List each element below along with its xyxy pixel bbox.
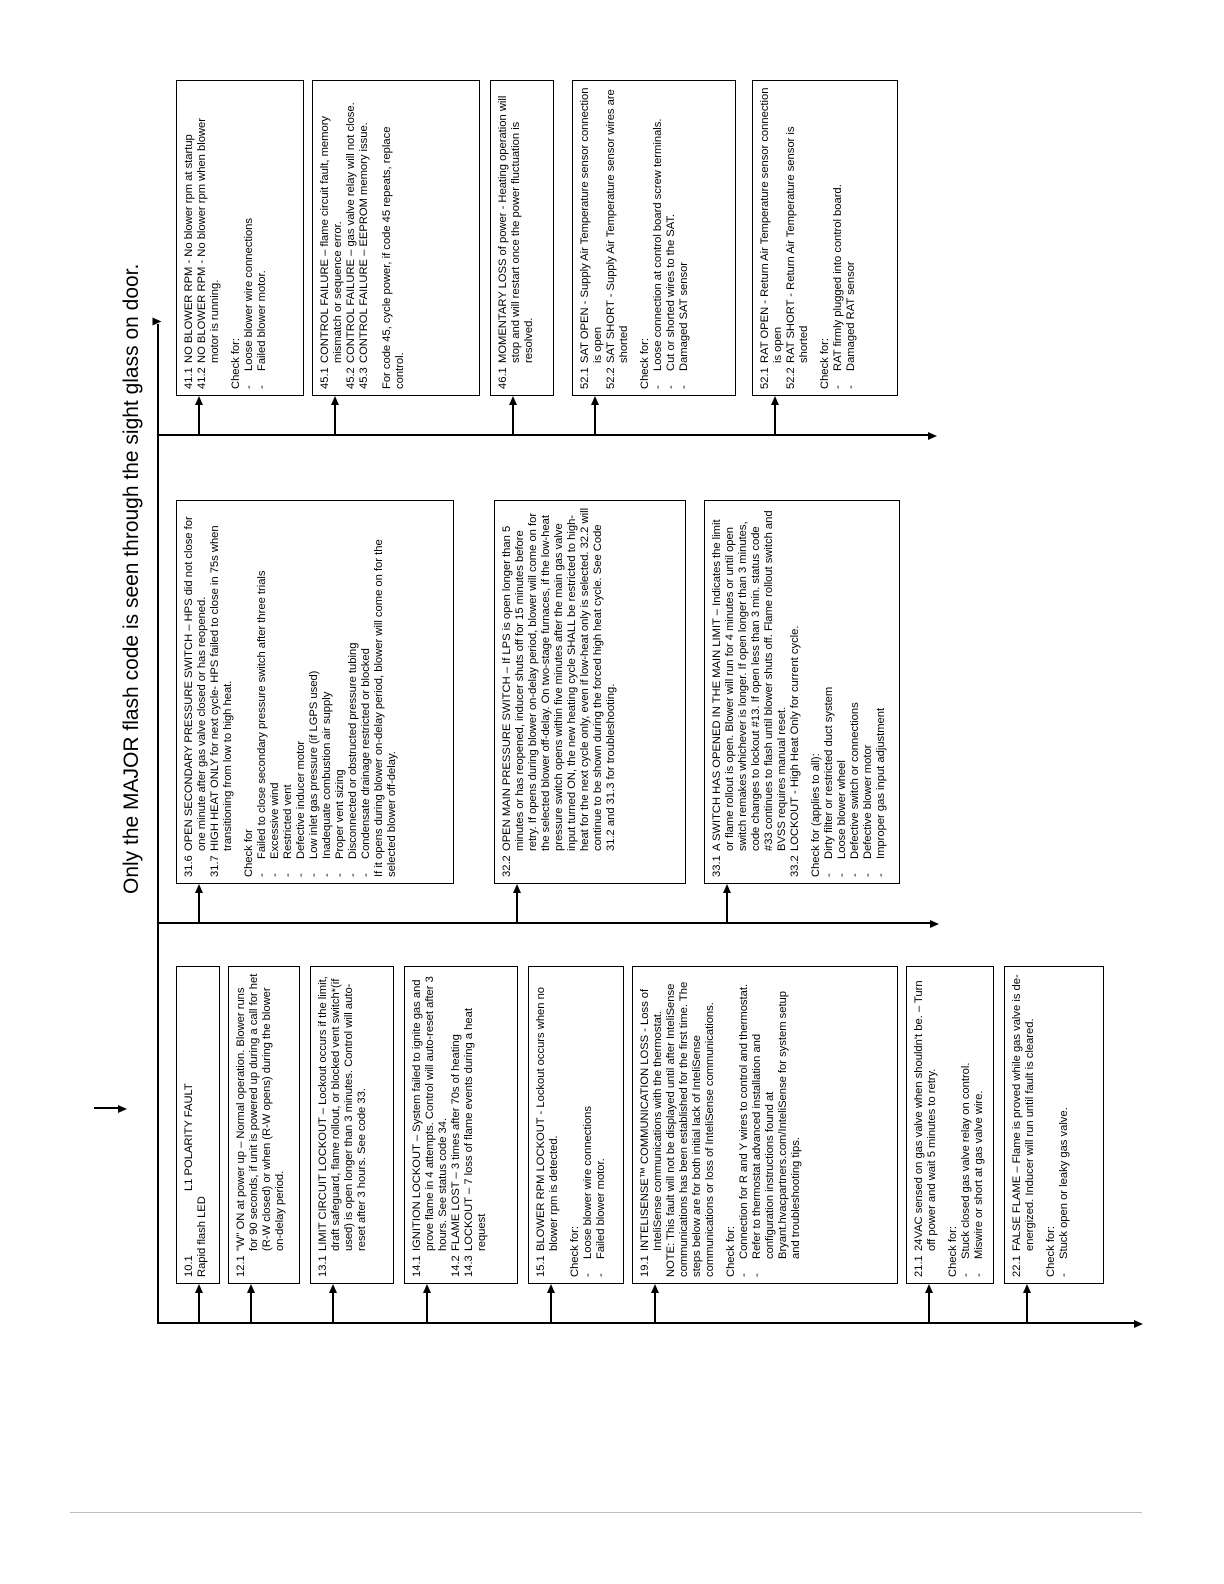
branch-code-52-rat-box — [774, 405, 776, 436]
check-item: Damaged SAT sensor — [677, 261, 690, 371]
code-45-box — [312, 80, 480, 396]
bullet: - — [333, 873, 346, 877]
code-text: LIMIT CIRCUIT LOCKOUT – Lockout occurs if the limit, draft safeguard, flame rollout, or blocked vent switch*(if used) is open longer than 3 minutes. Control will auto-reset after 3 hours. See code 33. — [317, 976, 368, 1251]
code-num: 14.3 — [462, 1255, 475, 1277]
check-label: Check for: — [638, 338, 651, 389]
bullet: - — [281, 873, 294, 877]
code-note: NOTE: This fault will not be displayed until after InteliSense communications has been established for the first time. The steps below are for both initial lack of InteliSense communications or loss of InteliSense communications. — [664, 981, 716, 1277]
code-text: LOCKOUT – 7 loss of flame events during a heat request — [462, 1008, 488, 1251]
code-text: HIGH HEAT ONLY for next cycle- HPS failed to close in 75s when transitioning from low to high heat. — [208, 525, 234, 851]
check-item: Loose blower wheel — [835, 760, 848, 859]
trunk-end-arrow-col-2 — [930, 920, 939, 928]
branch-code-46-box — [512, 405, 514, 436]
bullet: - — [737, 1273, 750, 1277]
bullet: - — [664, 385, 677, 389]
check-item: Cut or shorted wires to the SAT. — [664, 213, 677, 371]
code-num: 22.1 — [1011, 1255, 1023, 1277]
branch-arrow-code-12-box — [247, 1284, 255, 1293]
check-item: Improper gas input adjustment — [874, 707, 887, 859]
check-item: Defective switch or connections — [848, 702, 861, 859]
bullet: - — [677, 385, 690, 389]
check-item: Loose connection at control board screw terminals. — [651, 118, 664, 371]
code-14-box — [404, 966, 518, 1284]
code-num: 12.1 — [235, 1255, 247, 1277]
check-item: Loose blower wire connections — [242, 218, 255, 371]
code-footer: If it opens during blower on-delay period, blower will come on for the selected blower off-delay. — [372, 539, 398, 877]
branch-arrow-code-31-box — [195, 884, 203, 893]
branch-arrow-code-41-box — [195, 396, 203, 405]
branch-arrow-code-19-box — [651, 1284, 659, 1293]
branch-code-15-box — [550, 1293, 552, 1324]
check-item: Condensate drainage restricted or blocked — [359, 648, 372, 859]
bullet: - — [844, 385, 857, 389]
trunk-end-arrow-col-1 — [1134, 1320, 1143, 1328]
bullet: - — [242, 385, 255, 389]
code-text: IGNITION LOCKOUT – System failed to ignite gas and prove flame in 4 attempts. Control will auto-reset after 3 hours. See status code 34. — [411, 976, 449, 1251]
code-text: "W" ON at power up – Normal operation. Blower runs for 90 seconds, if unit is powered up during a call for het (R-W closed) or when (R-W opens) during the blower on-delay period. — [235, 973, 286, 1251]
code-text: NO BLOWER RPM - No blower rpm at startup — [183, 134, 195, 363]
code-num: 32.2 — [501, 855, 513, 877]
bullet: - — [1057, 1273, 1070, 1277]
branch-code-14-box — [426, 1293, 428, 1324]
code-52-rat-box — [752, 80, 898, 396]
check-item: RAT firmly plugged into control board. — [831, 184, 844, 371]
code-num: 41.1 — [183, 367, 195, 389]
code-text: RAT OPEN - Return Air Temperature sensor connection is open — [759, 87, 784, 363]
bullet: - — [255, 385, 268, 389]
branch-arrow-code-13-box — [329, 1284, 337, 1293]
bullet: - — [848, 873, 861, 877]
check-item: Low inlet gas pressure (if LGPS used) — [307, 670, 320, 859]
code-41-box — [176, 80, 304, 396]
code-10-box — [176, 966, 220, 1284]
bullet: - — [294, 873, 307, 877]
code-text: NO BLOWER RPM - No blower rpm when blower motor is running. — [195, 118, 221, 363]
code-text: A SWITCH HAS OPENED IN THE MAIN LIMIT – Indicates the limit or flame rollout is open. Blower will run for 4 minutes or until open switch remakes whichever is longer. If open longer than 3 minutes, code changes to lockout #13. If open less than 3 min. status code #33 continues to flash until blower shuts off. Flame rollout switch and BVSS requires manual reset. — [711, 510, 788, 851]
code-12-box — [228, 966, 300, 1284]
bullet: - — [822, 873, 835, 877]
branch-arrow-code-15-box — [547, 1284, 555, 1293]
code-text: BLOWER RPM LOCKOUT - Lockout occurs when no blower rpm is detected. — [535, 986, 560, 1251]
trunk-col-2 — [157, 923, 930, 925]
code-22-box — [1004, 966, 1104, 1284]
code-num: 21.1 — [913, 1255, 925, 1277]
code-text: 24VAC sensed on gas valve when shouldn't be. – Turn off power and wait 5 minutes to retry. — [913, 980, 938, 1251]
code-num: 15.1 — [535, 1255, 547, 1277]
code-num: 41.2 — [195, 367, 208, 389]
check-label: Check for (applies to all): — [809, 753, 822, 877]
check-item: Refer to thermostat advanced installation and configuration instructions found at Bryant.hvacpartners.com/InteliSense for system setup and troubleshooting tips. — [750, 991, 802, 1259]
code-text: OPEN MAIN PRESSURE SWITCH – If LPS is open longer than 5 minutes or has reopened, inducer shuts off for 15 minutes before retry. If opens during blower on-delay period, blower will come on for the selected blower off-delay. On two-stage furnaces, if the low-heat pressure switch opens within five minutes after the main gas valve input turned ON, the new heating cycle SHALL be restricted to high-heat for the next cycle only, even if low-heat only is selected. 32.2 will continue to be shown during the forced high heat cycle. See Code 31.2 and 31.3 for troubleshooting. — [501, 507, 617, 851]
branch-arrow-code-45-box — [331, 396, 339, 405]
bus-to-cols — [157, 324, 159, 1324]
branch-code-13-box — [332, 1293, 334, 1324]
branch-arrow-code-21-box — [925, 1284, 933, 1293]
check-item: Disconnected or obstructed pressure tubing — [346, 642, 359, 859]
branch-code-19-box — [654, 1293, 656, 1324]
code-desc: Rapid flash LED — [195, 1196, 208, 1277]
code-num: 31.7 — [208, 855, 221, 877]
bullet: - — [320, 873, 333, 877]
code-text: CONTROL FAILURE – gas valve relay will not close. — [344, 102, 357, 363]
bullet: - — [359, 873, 372, 877]
check-label: Check for: — [229, 338, 242, 389]
entry-arrow — [118, 1105, 127, 1113]
bullet: - — [581, 1273, 594, 1277]
branch-arrow-code-10-box — [195, 1284, 203, 1293]
check-item: Restricted vent — [281, 784, 294, 859]
code-text: FALSE FLAME – Flame is proved while gas valve is de-energized. Inducer will run until fault is cleared. — [1011, 974, 1036, 1251]
bullet: - — [959, 1273, 972, 1277]
code-num: 13.1 — [317, 1255, 329, 1277]
trunk-end-arrow-col-3 — [928, 432, 937, 440]
code-text: MOMENTARY LOSS of power - Heating operation will stop and will restart once the power fluctuation is resolved. — [497, 95, 535, 363]
code-46-box — [490, 80, 554, 396]
bullet: - — [972, 1273, 985, 1277]
branch-arrow-code-22-box — [1023, 1284, 1031, 1293]
check-label: Check for — [242, 829, 255, 877]
check-item: Excessive wind — [268, 782, 281, 859]
branch-code-33-box — [726, 893, 728, 924]
check-item: Stuck open or leaky gas valve. — [1057, 1107, 1070, 1259]
code-num: 45.3 — [357, 367, 370, 389]
trunk-col-1 — [157, 1323, 1134, 1325]
check-item: Defective blower motor — [861, 744, 874, 859]
code-31-box — [176, 500, 454, 884]
check-label: Check for: — [724, 1226, 737, 1277]
bullet: - — [268, 873, 281, 877]
code-num: 52.1 — [579, 367, 591, 389]
code-15-box — [528, 966, 624, 1284]
page-title: Only the MAJOR flash code is seen through the sight glass on door. — [120, 263, 143, 894]
check-item: Proper vent sizing — [333, 769, 346, 859]
check-item: Failed blower motor. — [594, 1158, 607, 1259]
code-num: 52.2 — [784, 367, 797, 389]
code-footer: For code 45, cycle power, if code 45 repeats, replace control. — [380, 126, 406, 389]
code-num: 14.2 — [449, 1255, 462, 1277]
entry-line — [94, 1108, 120, 1110]
footer-rule — [70, 1512, 1142, 1513]
branch-arrow-code-33-box — [723, 884, 731, 893]
code-num: 10.1 — [183, 1255, 195, 1277]
bullet: - — [594, 1273, 607, 1277]
bullet: - — [255, 873, 268, 877]
code-32-box — [494, 500, 686, 884]
bullet: - — [861, 873, 874, 877]
code-label: L1 POLARITY FAULT — [183, 1083, 195, 1191]
code-num: 14.1 — [411, 1255, 423, 1277]
code-num: 52.2 — [604, 367, 617, 389]
check-item: Miswire or short at gas valve wire. — [972, 1090, 985, 1259]
branch-code-45-box — [334, 405, 336, 436]
branch-arrow-code-46-box — [509, 396, 517, 405]
code-13-box — [310, 966, 394, 1284]
check-item: Connection for R and Y wires to control and thermostat. — [737, 983, 750, 1259]
code-num: 31.6 — [183, 855, 195, 877]
branch-code-52-sat-box — [594, 405, 596, 436]
code-num: 52.1 — [759, 367, 771, 389]
check-label: Check for: — [1044, 1226, 1057, 1277]
branch-arrow-code-52-rat-box — [771, 396, 779, 405]
code-text: CONTROL FAILURE – EEPROM memory issue. — [357, 122, 370, 363]
code-text: CONTROL FAILURE – flame circuit fault, memory mismatch or sequence error. — [319, 115, 344, 363]
branch-code-22-box — [1026, 1293, 1028, 1324]
code-text: RAT SHORT - Return Air Temperature sensor is shorted — [784, 126, 810, 363]
check-item: Inadequate combustion air supply — [320, 691, 333, 859]
trunk-col-3 — [157, 435, 928, 437]
code-num: 45.1 — [319, 367, 331, 389]
bus-end-arrow — [152, 318, 161, 326]
check-item: Damaged RAT sensor — [844, 261, 857, 371]
code-num: 19.1 — [639, 1255, 651, 1277]
branch-arrow-code-14-box — [423, 1284, 431, 1293]
check-item: Failed to close secondary pressure switch after three trials — [255, 570, 268, 859]
code-num: 33.2 — [788, 855, 801, 877]
check-item: Defective inducer motor — [294, 740, 307, 859]
code-33-box — [704, 500, 900, 884]
code-52-sat-box — [572, 80, 736, 396]
bullet: - — [831, 385, 844, 389]
bullet: - — [874, 873, 887, 877]
bullet: - — [750, 1273, 763, 1277]
branch-code-32-box — [516, 893, 518, 924]
check-item: Dirty filter or restricted duct system — [822, 686, 835, 859]
check-item: Loose blower wire connections — [581, 1106, 594, 1259]
branch-arrow-code-52-sat-box — [591, 396, 599, 405]
bullet: - — [651, 385, 664, 389]
code-19-box — [632, 966, 898, 1284]
branch-code-12-box — [250, 1293, 252, 1324]
bullet: - — [346, 873, 359, 877]
branch-code-21-box — [928, 1293, 930, 1324]
code-num: 33.1 — [711, 855, 723, 877]
branch-arrow-code-32-box — [513, 884, 521, 893]
code-text: FLAME LOST – 3 times after 70s of heating — [449, 1034, 462, 1251]
bullet: - — [307, 873, 320, 877]
code-num: 45.2 — [344, 367, 357, 389]
check-item: Failed blower motor. — [255, 270, 268, 371]
check-label: Check for: — [818, 338, 831, 389]
code-text: SAT OPEN - Supply Air Temperature sensor connection is open — [579, 87, 604, 363]
code-text: INTELISENSE™ COMMUNICATION LOSS - Loss of InteliSense communications with the thermostat. — [639, 988, 664, 1251]
code-text: LOCKOUT - High Heat Only for current cycle. — [788, 625, 801, 851]
check-label: Check for: — [568, 1226, 581, 1277]
code-21-box — [906, 966, 994, 1284]
code-text: OPEN SECONDARY PRESSURE SWITCH – HPS did not close for one minute after gas valve closed or has reopened. — [183, 516, 208, 851]
branch-code-41-box — [198, 405, 200, 436]
branch-code-31-box — [198, 893, 200, 924]
code-text: SAT SHORT - Supply Air Temperature sensor wires are shorted — [604, 89, 630, 363]
check-label: Check for: — [946, 1226, 959, 1277]
check-item: Stuck closed gas valve relay on control. — [959, 1062, 972, 1259]
branch-code-10-box — [198, 1293, 200, 1324]
code-num: 46.1 — [497, 367, 509, 389]
bullet: - — [835, 873, 848, 877]
